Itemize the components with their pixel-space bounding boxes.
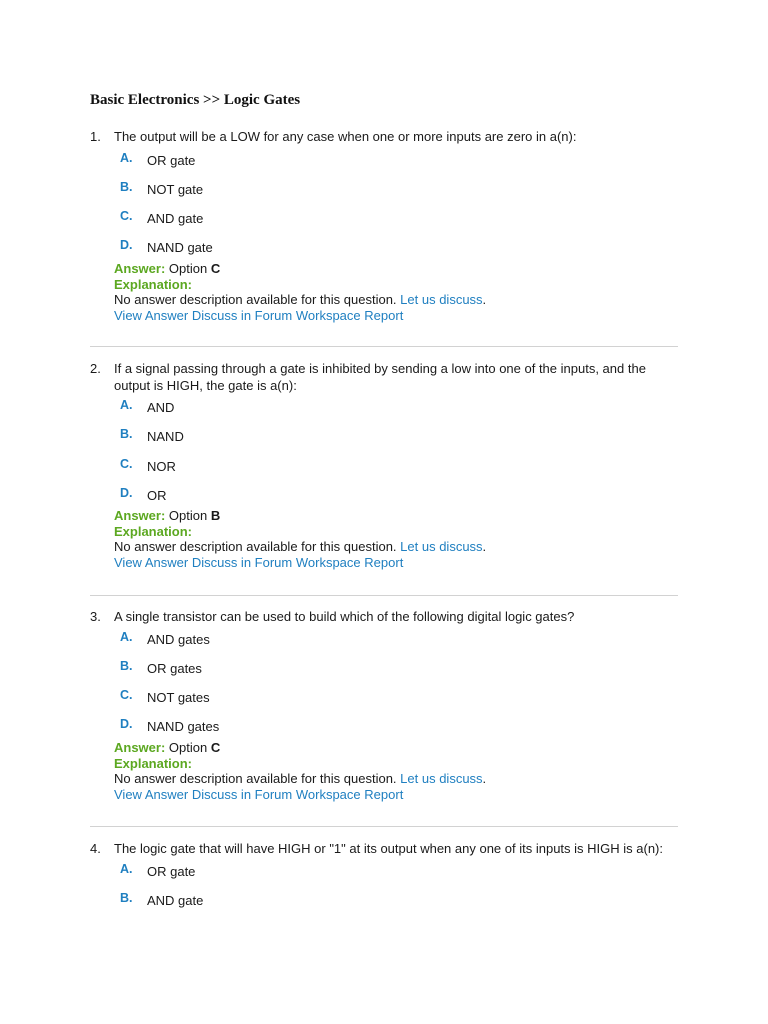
option-letter: B. xyxy=(120,891,133,905)
option-b[interactable] xyxy=(0,179,768,199)
option-letter: C. xyxy=(120,209,133,223)
option-letter: A. xyxy=(120,630,133,644)
discuss-in-forum-link[interactable]: Discuss in Forum xyxy=(191,554,293,570)
option-text: OR xyxy=(147,488,167,503)
option-letter: B. xyxy=(120,427,133,441)
explanation-text: No answer description available for this question. xyxy=(114,292,397,307)
option-c[interactable] xyxy=(0,208,768,228)
discuss-link[interactable]: Let us discuss xyxy=(400,292,483,307)
explanation-label: Explanation: xyxy=(114,523,193,539)
question-number: 2. xyxy=(90,361,101,376)
option-text: NOT gates xyxy=(147,690,210,705)
workspace-link[interactable]: Workspace xyxy=(295,786,361,802)
question-divider xyxy=(90,595,678,596)
option-text: NOR xyxy=(147,459,176,474)
option-b[interactable] xyxy=(0,658,768,678)
question-text xyxy=(114,360,670,394)
answer-value: C xyxy=(210,740,221,755)
explanation-label: Explanation: xyxy=(114,755,193,771)
option-a[interactable] xyxy=(0,629,768,649)
view-answer-link[interactable]: View Answer xyxy=(114,307,189,323)
option-text: NAND xyxy=(147,429,184,444)
answer-line xyxy=(114,508,714,524)
option-text: NOT gate xyxy=(147,182,204,197)
answer-block xyxy=(114,740,714,802)
report-link[interactable]: Report xyxy=(364,307,404,323)
answer-value: B xyxy=(210,508,221,523)
question-number: 3. xyxy=(90,609,101,624)
discuss-link[interactable]: Let us discuss xyxy=(400,539,483,554)
answer-block xyxy=(114,508,714,570)
option-a[interactable] xyxy=(0,861,768,881)
discuss-link[interactable]: Let us discuss xyxy=(400,771,483,786)
option-c[interactable] xyxy=(0,687,768,707)
question-number: 4. xyxy=(90,841,101,856)
page-title: Basic Electronics >> Logic Gates xyxy=(90,92,301,108)
question-text: The logic gate that will have HIGH or "1" at its output when any one of its inputs is HIGH is a(n): xyxy=(114,841,663,856)
option-letter: C. xyxy=(120,457,133,471)
workspace-link[interactable]: Workspace xyxy=(295,554,361,570)
option-letter: C. xyxy=(120,688,133,702)
action-links xyxy=(114,555,714,571)
question-text-line-2: output is HIGH, the gate is a(n): xyxy=(114,378,297,393)
option-text: OR gate xyxy=(147,864,196,879)
answer-label: Answer: xyxy=(114,740,166,755)
action-links xyxy=(114,308,714,324)
answer-prefix: Option xyxy=(168,508,208,523)
option-text: OR gate xyxy=(147,153,196,168)
answer-value: C xyxy=(210,261,221,276)
report-link[interactable]: Report xyxy=(364,786,404,802)
option-letter: A. xyxy=(120,398,133,412)
question-text-line-1: If a signal passing through a gate is inhibited by sending a low into one of the inputs, and the xyxy=(114,361,646,376)
report-link[interactable]: Report xyxy=(364,554,404,570)
option-letter: B. xyxy=(120,180,133,194)
action-links xyxy=(114,787,714,803)
workspace-link[interactable]: Workspace xyxy=(295,307,361,323)
explanation-text: No answer description available for this question. xyxy=(114,771,397,786)
option-d[interactable] xyxy=(0,485,768,505)
option-text: NAND gate xyxy=(147,240,213,255)
option-letter: D. xyxy=(120,717,133,731)
question-text: A single transistor can be used to build which of the following digital logic gates? xyxy=(114,609,575,624)
answer-block xyxy=(114,261,714,323)
option-c[interactable] xyxy=(0,456,768,476)
explanation-line xyxy=(114,771,714,787)
answer-prefix: Option xyxy=(168,740,208,755)
option-letter: A. xyxy=(120,151,133,165)
question-divider xyxy=(90,826,678,827)
option-text: AND xyxy=(147,400,175,415)
discuss-in-forum-link[interactable]: Discuss in Forum xyxy=(191,786,293,802)
view-answer-link[interactable]: View Answer xyxy=(114,554,189,570)
discuss-suffix: . xyxy=(482,539,487,554)
view-answer-link[interactable]: View Answer xyxy=(114,786,189,802)
answer-label: Answer: xyxy=(114,508,166,523)
discuss-suffix: . xyxy=(482,292,487,307)
option-b[interactable] xyxy=(0,426,768,446)
answer-label: Answer: xyxy=(114,261,166,276)
option-text: AND gates xyxy=(147,632,210,647)
option-text: AND gate xyxy=(147,211,204,226)
option-d[interactable] xyxy=(0,716,768,736)
option-a[interactable] xyxy=(0,397,768,417)
explanation-line xyxy=(114,539,714,555)
option-text: NAND gates xyxy=(147,719,220,734)
option-letter: B. xyxy=(120,659,133,673)
option-a[interactable] xyxy=(0,150,768,170)
explanation-label: Explanation: xyxy=(114,276,193,292)
explanation-text: No answer description available for this question. xyxy=(114,539,397,554)
question-divider xyxy=(90,346,678,347)
option-letter: D. xyxy=(120,486,133,500)
option-letter: D. xyxy=(120,238,133,252)
answer-line xyxy=(114,261,714,277)
option-text: AND gate xyxy=(147,893,204,908)
answer-line xyxy=(114,740,714,756)
question-number: 1. xyxy=(90,129,101,144)
option-d[interactable] xyxy=(0,237,768,257)
answer-prefix: Option xyxy=(168,261,208,276)
option-letter: A. xyxy=(120,862,133,876)
discuss-in-forum-link[interactable]: Discuss in Forum xyxy=(191,307,293,323)
discuss-suffix: . xyxy=(482,771,487,786)
explanation-line xyxy=(114,292,714,308)
option-b[interactable] xyxy=(0,890,768,910)
option-text: OR gates xyxy=(147,661,202,676)
question-text: The output will be a LOW for any case when one or more inputs are zero in a(n): xyxy=(114,129,577,144)
